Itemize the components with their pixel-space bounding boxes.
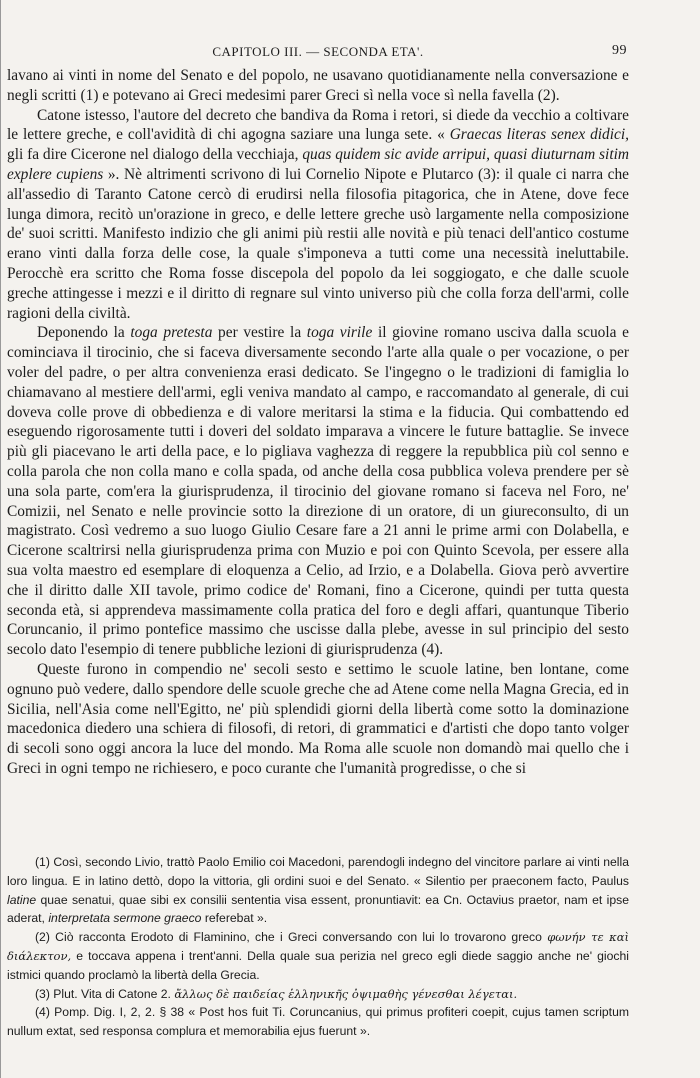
- footnote: [7, 1003, 629, 1041]
- italic-text: latine: [7, 892, 37, 907]
- footnotes: [7, 853, 629, 1041]
- paragraph: [7, 323, 629, 660]
- greek-text: φωνήν τε καὶ διάλεκτον,: [7, 930, 629, 963]
- text-run: il giovine romano usciva dalla scuola e cominciava il tirocinio, che si faceva diversamente secondo l'arte alla quale o per vocazione, o per voler del padre, o per altra convenienza erasi dedicato. Se l'ingegno o le tradizioni di famiglia lo chiamavano al mestiere dell'armi, egli veniva mandato al campo, e raccomandato al generale, di cui doveva colle prove di obbedienza e di valore meritarsi la stima e la fiducia. Qui combattendo ed eseguendo rigorosamente tutti i doveri del soldato imparava a vincere le future battaglie. Se invece più gli piacevano le arti della pace, e lo pigliava vaghezza di reggere la repubblica più col senno e colla parola che non colla mano e colla spada, od anche della cosa pubblica voleva prendere per sè una sola parte, com'era la giurisprudenza, il tirocinio del giovane romano si faceva nel Foro, ne' Comizii, nel Senato e nelle provincie sotto la direzione di un oratore, di un giureconsulto, di un magistrato. Così vedremo a suo luogo Giulio Cesare fare a 21 anni le prime armi con Dolabella, e Cicerone scaltrirsi nella giurisprudenza prima con Muzio e poi con Quinto Scevola, per essere alla sua volta maestro ed esemplare di eloquenza a Celio, ad Irzio, e a Dolabella. Giova però avvertire che il diritto dalle XII tavole, primo codice de' Romani, fino a Cicerone, quindi per tutta questa seconda età, si apprendeva massimamente colla pratica del foro e degli affari, quantunque Tiberio Coruncanio, il primo pontefice massimo che uscisse dalla plebe, avesse in sul principio del sesto secolo dato l'esempio di tenere pubbliche lezioni di giurisprudenza (4).: [7, 324, 629, 659]
- text-run: (3) Plut. Vita di Catone 2.: [35, 986, 175, 1001]
- text-run: referebat ».: [201, 911, 268, 926]
- footnote: [7, 985, 629, 1004]
- paragraph: [7, 66, 629, 106]
- italic-text: interpretata sermone graeco: [48, 911, 202, 926]
- paragraph: [7, 660, 629, 779]
- page-edge-line: [0, 0, 1, 1078]
- page-number: 99: [612, 43, 627, 58]
- text-run: Queste furono in compendio ne' secoli sesto e settimo le scuole latine, ben lontane, come ognuno può vedere, dallo spendore delle scuole greche che ad Atene come nella Magna Grecia, ed in Sicilia, nell'Asia come nell'Egitto, ne' più splendidi giorni della libertà come sotto la dominazione macedonica diedero una schiera di filosofi, di retori, di grammatici e d'artisti che dopo tanto volger di secoli sono oggi ancora la luce del mondo. Ma Roma alle scuole non domandò mai quello che i Greci in ogni tempo ne richiesero, e poco curante che l'umanità progredisse, o che si: [7, 660, 629, 777]
- text-run: per vestire la: [212, 324, 307, 342]
- text-run: ». Nè altrimenti scrivono di lui Cornelio Nipote e Plutarco (3): il quale ci narra che all'assedio di Taranto Catone cercò di erudirsi nella filosofia pitagorica, che in Atene, dove fece lunga dimora, recitò un'orazione in greco, e delle lettere greche usò largamente nella composizione de' suoi scritti. Manifesto indizio che gli animi più restii alle novità e più tenaci dell'antico costume erano vinti dalla forza delle cose, la quale s'imponeva a tutti come una necessità ineluttabile. Perocchè era scritto che Roma fosse discepola del popolo da lei soggiogato, e che dalle scuole greche attingesse i mezzi e il diritto di regnare sul vinto universo più che colla forza dell'armi, colle ragioni della civiltà.: [7, 165, 629, 322]
- text-run: quae senatui, quae sibi ex consilii sententia visa essent, pronuntiavit: ea Cn. Octavius praetor, nam et ipse aderat,: [7, 892, 629, 926]
- page-content: [7, 44, 629, 779]
- text-run: Catone istesso, l'autore del decreto che bandiva da Roma i retori, si diede da vecchio a coltivare le lettere greche, e coll'avidità di chi agogna saziare una lunga sete. «: [7, 106, 629, 144]
- italic-text: toga virile: [306, 324, 373, 342]
- body-text: [7, 66, 629, 779]
- paragraph: [7, 106, 629, 324]
- running-header: [7, 44, 629, 66]
- text-run: (1) Così, secondo Livio, trattò Paolo Emilio coi Macedoni, parendogli indegno del vincitore parlare ai vinti nella loro lingua. E in latino dettò, dopo la vittoria, gli ordini suoi e del Senato. « Silentio per praeconem facto, Paulus: [7, 855, 629, 888]
- italic-text: toga pretesta: [130, 324, 213, 342]
- text-run: Deponendo la: [37, 324, 131, 342]
- text-run: (2) Ciò racconta Erodoto di Flaminino, che i Greci conversando con lui lo trovarono greco: [35, 930, 548, 945]
- italic-text: quas quidem sic avide arripui, quasi diuturnam sitim explere cupiens: [7, 146, 629, 183]
- text-run: lavano ai vinti in nome del Senato e del popolo, ne usavano quotidianamente nella conversazione e negli scritti (1) e potevano ai Greci medesimi parer Greci sì nella voce sì nella favella (2).: [7, 67, 629, 104]
- footnote: [7, 928, 629, 984]
- italic-text: Graecas literas senex didici,: [449, 126, 629, 144]
- text-run: e toccava appena i trent'anni. Della quale sua perizia nel greco egli diede saggio anche ne' giochi istmici quando proclamò la libertà della Grecia.: [7, 948, 629, 982]
- text-run: (4) Pomp. Dig. I, 2, 2. § 38 « Post hos fuit Ti. Coruncanius, qui primus profiteri coepit, cujus tamen scriptum nullum extat, sed responsa complura et memorabilia ejus fuerunt ».: [7, 1005, 629, 1039]
- footnote: [7, 853, 629, 928]
- chapter-title: CAPITOLO III. — SECONDA ETA'.: [212, 44, 424, 59]
- greek-text: ἄλλως δὲ παιδείας ἑλληνικῆς ὀψιμαθὴς γένεσθαι λέγεται.: [174, 986, 518, 1001]
- text-run: gli fa dire Cicerone nel dialogo della vecchiaja,: [7, 146, 303, 164]
